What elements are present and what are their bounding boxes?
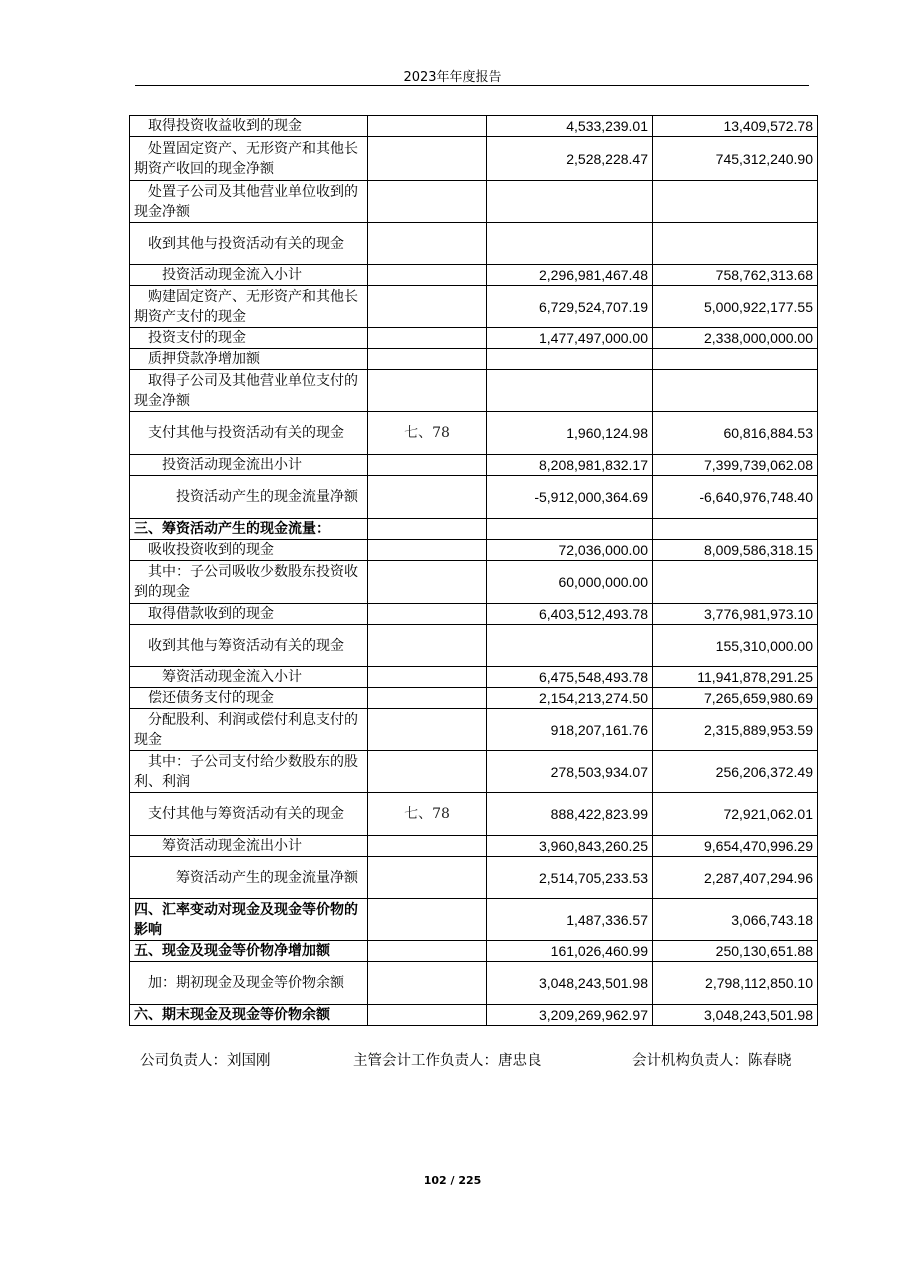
row-note: 七、78 [368, 412, 487, 455]
table-row [130, 519, 818, 540]
row-note [368, 519, 487, 540]
row-previous-period-value: 9,654,470,996.29 [653, 836, 818, 857]
row-previous-period-value [653, 370, 818, 412]
table-row [130, 667, 818, 688]
row-previous-period-value: 8,009,586,318.15 [653, 540, 818, 561]
row-current-period-value: 918,207,161.76 [487, 709, 653, 751]
cash-flow-statement-table [129, 115, 818, 1026]
accounting-head-signature: 主管会计工作负责人：唐忠良 [353, 1053, 542, 1069]
table-row [130, 625, 818, 667]
row-previous-period-value: 758,762,313.68 [653, 265, 818, 286]
row-previous-period-value: 7,399,739,062.08 [653, 455, 818, 476]
table-row [130, 836, 818, 857]
row-note: 七、78 [368, 793, 487, 836]
row-note [368, 857, 487, 899]
row-current-period-value: 278,503,934.07 [487, 751, 653, 793]
table-row [130, 476, 818, 519]
row-note [368, 1005, 487, 1026]
row-previous-period-value: 3,066,743.18 [653, 899, 818, 941]
row-current-period-value: 3,209,269,962.97 [487, 1005, 653, 1026]
row-current-period-value: 161,026,460.99 [487, 941, 653, 962]
row-note [368, 265, 487, 286]
row-item-label: 投资活动现金流入小计 [130, 265, 368, 286]
row-previous-period-value: 13,409,572.78 [653, 116, 818, 137]
row-current-period-value: 1,477,497,000.00 [487, 328, 653, 349]
table-row [130, 941, 818, 962]
row-current-period-value: 3,048,243,501.98 [487, 962, 653, 1005]
table-body [130, 116, 818, 1026]
table-row [130, 688, 818, 709]
row-note [368, 286, 487, 328]
row-item-label: 取得投资收益收到的现金 [130, 116, 368, 137]
table-row [130, 137, 818, 181]
row-item-label: 质押贷款净增加额 [130, 349, 368, 370]
row-current-period-value: 888,422,823.99 [487, 793, 653, 836]
row-item-label: 五、现金及现金等价物净增加额 [130, 941, 368, 962]
row-item-label: 购建固定资产、无形资产和其他长期资产支付的现金 [130, 286, 368, 328]
row-note [368, 137, 487, 181]
table-row [130, 223, 818, 265]
row-note [368, 751, 487, 793]
row-item-label: 投资活动现金流出小计 [130, 455, 368, 476]
row-note [368, 349, 487, 370]
table-row [130, 116, 818, 137]
row-item-label: 取得子公司及其他营业单位支付的现金净额 [130, 370, 368, 412]
row-item-label: 吸收投资收到的现金 [130, 540, 368, 561]
row-current-period-value [487, 181, 653, 223]
row-previous-period-value: 5,000,922,177.55 [653, 286, 818, 328]
page-number: 102 / 225 [423, 1174, 482, 1187]
row-note [368, 709, 487, 751]
company-head-signature: 公司负责人：刘国刚 [140, 1053, 271, 1069]
row-current-period-value [487, 625, 653, 667]
row-previous-period-value: 60,816,884.53 [653, 412, 818, 455]
row-current-period-value: 2,296,981,467.48 [487, 265, 653, 286]
row-previous-period-value: 2,338,000,000.00 [653, 328, 818, 349]
row-note [368, 328, 487, 349]
row-note [368, 476, 487, 519]
row-item-label: 筹资活动现金流出小计 [130, 836, 368, 857]
row-item-label: 分配股利、利润或偿付利息支付的现金 [130, 709, 368, 751]
row-item-label: 取得借款收到的现金 [130, 604, 368, 625]
table-row [130, 181, 818, 223]
row-item-label: 支付其他与投资活动有关的现金 [130, 412, 368, 455]
row-previous-period-value: 3,776,981,973.10 [653, 604, 818, 625]
row-current-period-value: 4,533,239.01 [487, 116, 653, 137]
table-row [130, 328, 818, 349]
row-note [368, 941, 487, 962]
row-item-label: 四、汇率变动对现金及现金等价物的影响 [130, 899, 368, 941]
row-previous-period-value [653, 519, 818, 540]
header-divider [135, 85, 809, 86]
row-previous-period-value [653, 223, 818, 265]
row-current-period-value: 6,475,548,493.78 [487, 667, 653, 688]
table-row [130, 793, 818, 836]
row-current-period-value: 60,000,000.00 [487, 561, 653, 604]
row-current-period-value [487, 519, 653, 540]
row-note [368, 667, 487, 688]
table-row [130, 265, 818, 286]
row-previous-period-value: 3,048,243,501.98 [653, 1005, 818, 1026]
row-current-period-value: 8,208,981,832.17 [487, 455, 653, 476]
row-note [368, 688, 487, 709]
row-item-label: 六、期末现金及现金等价物余额 [130, 1005, 368, 1026]
row-item-label: 筹资活动产生的现金流量净额 [130, 857, 368, 899]
row-note [368, 561, 487, 604]
row-previous-period-value [653, 561, 818, 604]
row-current-period-value: 1,487,336.57 [487, 899, 653, 941]
row-current-period-value: 6,403,512,493.78 [487, 604, 653, 625]
row-note [368, 962, 487, 1005]
row-current-period-value: 1,960,124.98 [487, 412, 653, 455]
row-previous-period-value: 2,287,407,294.96 [653, 857, 818, 899]
row-item-label: 其中：子公司吸收少数股东投资收到的现金 [130, 561, 368, 604]
row-previous-period-value: -6,640,976,748.40 [653, 476, 818, 519]
row-item-label: 投资支付的现金 [130, 328, 368, 349]
row-previous-period-value: 250,130,651.88 [653, 941, 818, 962]
row-previous-period-value: 11,941,878,291.25 [653, 667, 818, 688]
table-row [130, 455, 818, 476]
table-row [130, 857, 818, 899]
table-row [130, 370, 818, 412]
row-note [368, 181, 487, 223]
row-previous-period-value: 2,315,889,953.59 [653, 709, 818, 751]
row-previous-period-value: 2,798,112,850.10 [653, 962, 818, 1005]
table-row [130, 1005, 818, 1026]
row-current-period-value [487, 370, 653, 412]
row-note [368, 370, 487, 412]
row-item-label: 三、筹资活动产生的现金流量： [130, 519, 368, 540]
row-item-label: 收到其他与筹资活动有关的现金 [130, 625, 368, 667]
table-row [130, 412, 818, 455]
table-row [130, 709, 818, 751]
table-row [130, 540, 818, 561]
table-row [130, 899, 818, 941]
row-current-period-value: -5,912,000,364.69 [487, 476, 653, 519]
row-item-label: 偿还债务支付的现金 [130, 688, 368, 709]
row-item-label: 处置子公司及其他营业单位收到的现金净额 [130, 181, 368, 223]
accounting-org-head-signature: 会计机构负责人：陈春晓 [632, 1053, 792, 1069]
row-previous-period-value: 7,265,659,980.69 [653, 688, 818, 709]
table-row [130, 286, 818, 328]
row-note [368, 455, 487, 476]
table-row [130, 751, 818, 793]
table-row [130, 561, 818, 604]
table-row [130, 349, 818, 370]
row-item-label: 支付其他与筹资活动有关的现金 [130, 793, 368, 836]
row-current-period-value: 2,154,213,274.50 [487, 688, 653, 709]
row-item-label: 加：期初现金及现金等价物余额 [130, 962, 368, 1005]
row-note [368, 625, 487, 667]
table-row [130, 962, 818, 1005]
row-previous-period-value [653, 181, 818, 223]
row-previous-period-value: 745,312,240.90 [653, 137, 818, 181]
row-current-period-value [487, 223, 653, 265]
row-note [368, 223, 487, 265]
row-note [368, 836, 487, 857]
row-note [368, 540, 487, 561]
row-item-label: 筹资活动现金流入小计 [130, 667, 368, 688]
row-item-label: 处置固定资产、无形资产和其他长期资产收回的现金净额 [130, 137, 368, 181]
row-previous-period-value: 256,206,372.49 [653, 751, 818, 793]
row-item-label: 投资活动产生的现金流量净额 [130, 476, 368, 519]
row-current-period-value: 72,036,000.00 [487, 540, 653, 561]
row-current-period-value: 3,960,843,260.25 [487, 836, 653, 857]
table-row [130, 604, 818, 625]
row-current-period-value: 2,528,228.47 [487, 137, 653, 181]
row-previous-period-value: 72,921,062.01 [653, 793, 818, 836]
row-note [368, 899, 487, 941]
row-previous-period-value: 155,310,000.00 [653, 625, 818, 667]
row-item-label: 其中：子公司支付给少数股东的股利、利润 [130, 751, 368, 793]
row-item-label: 收到其他与投资活动有关的现金 [130, 223, 368, 265]
row-current-period-value [487, 349, 653, 370]
row-previous-period-value [653, 349, 818, 370]
row-note [368, 116, 487, 137]
row-current-period-value: 6,729,524,707.19 [487, 286, 653, 328]
row-note [368, 604, 487, 625]
report-header-title: 2023年年度报告 [403, 70, 502, 85]
row-current-period-value: 2,514,705,233.53 [487, 857, 653, 899]
